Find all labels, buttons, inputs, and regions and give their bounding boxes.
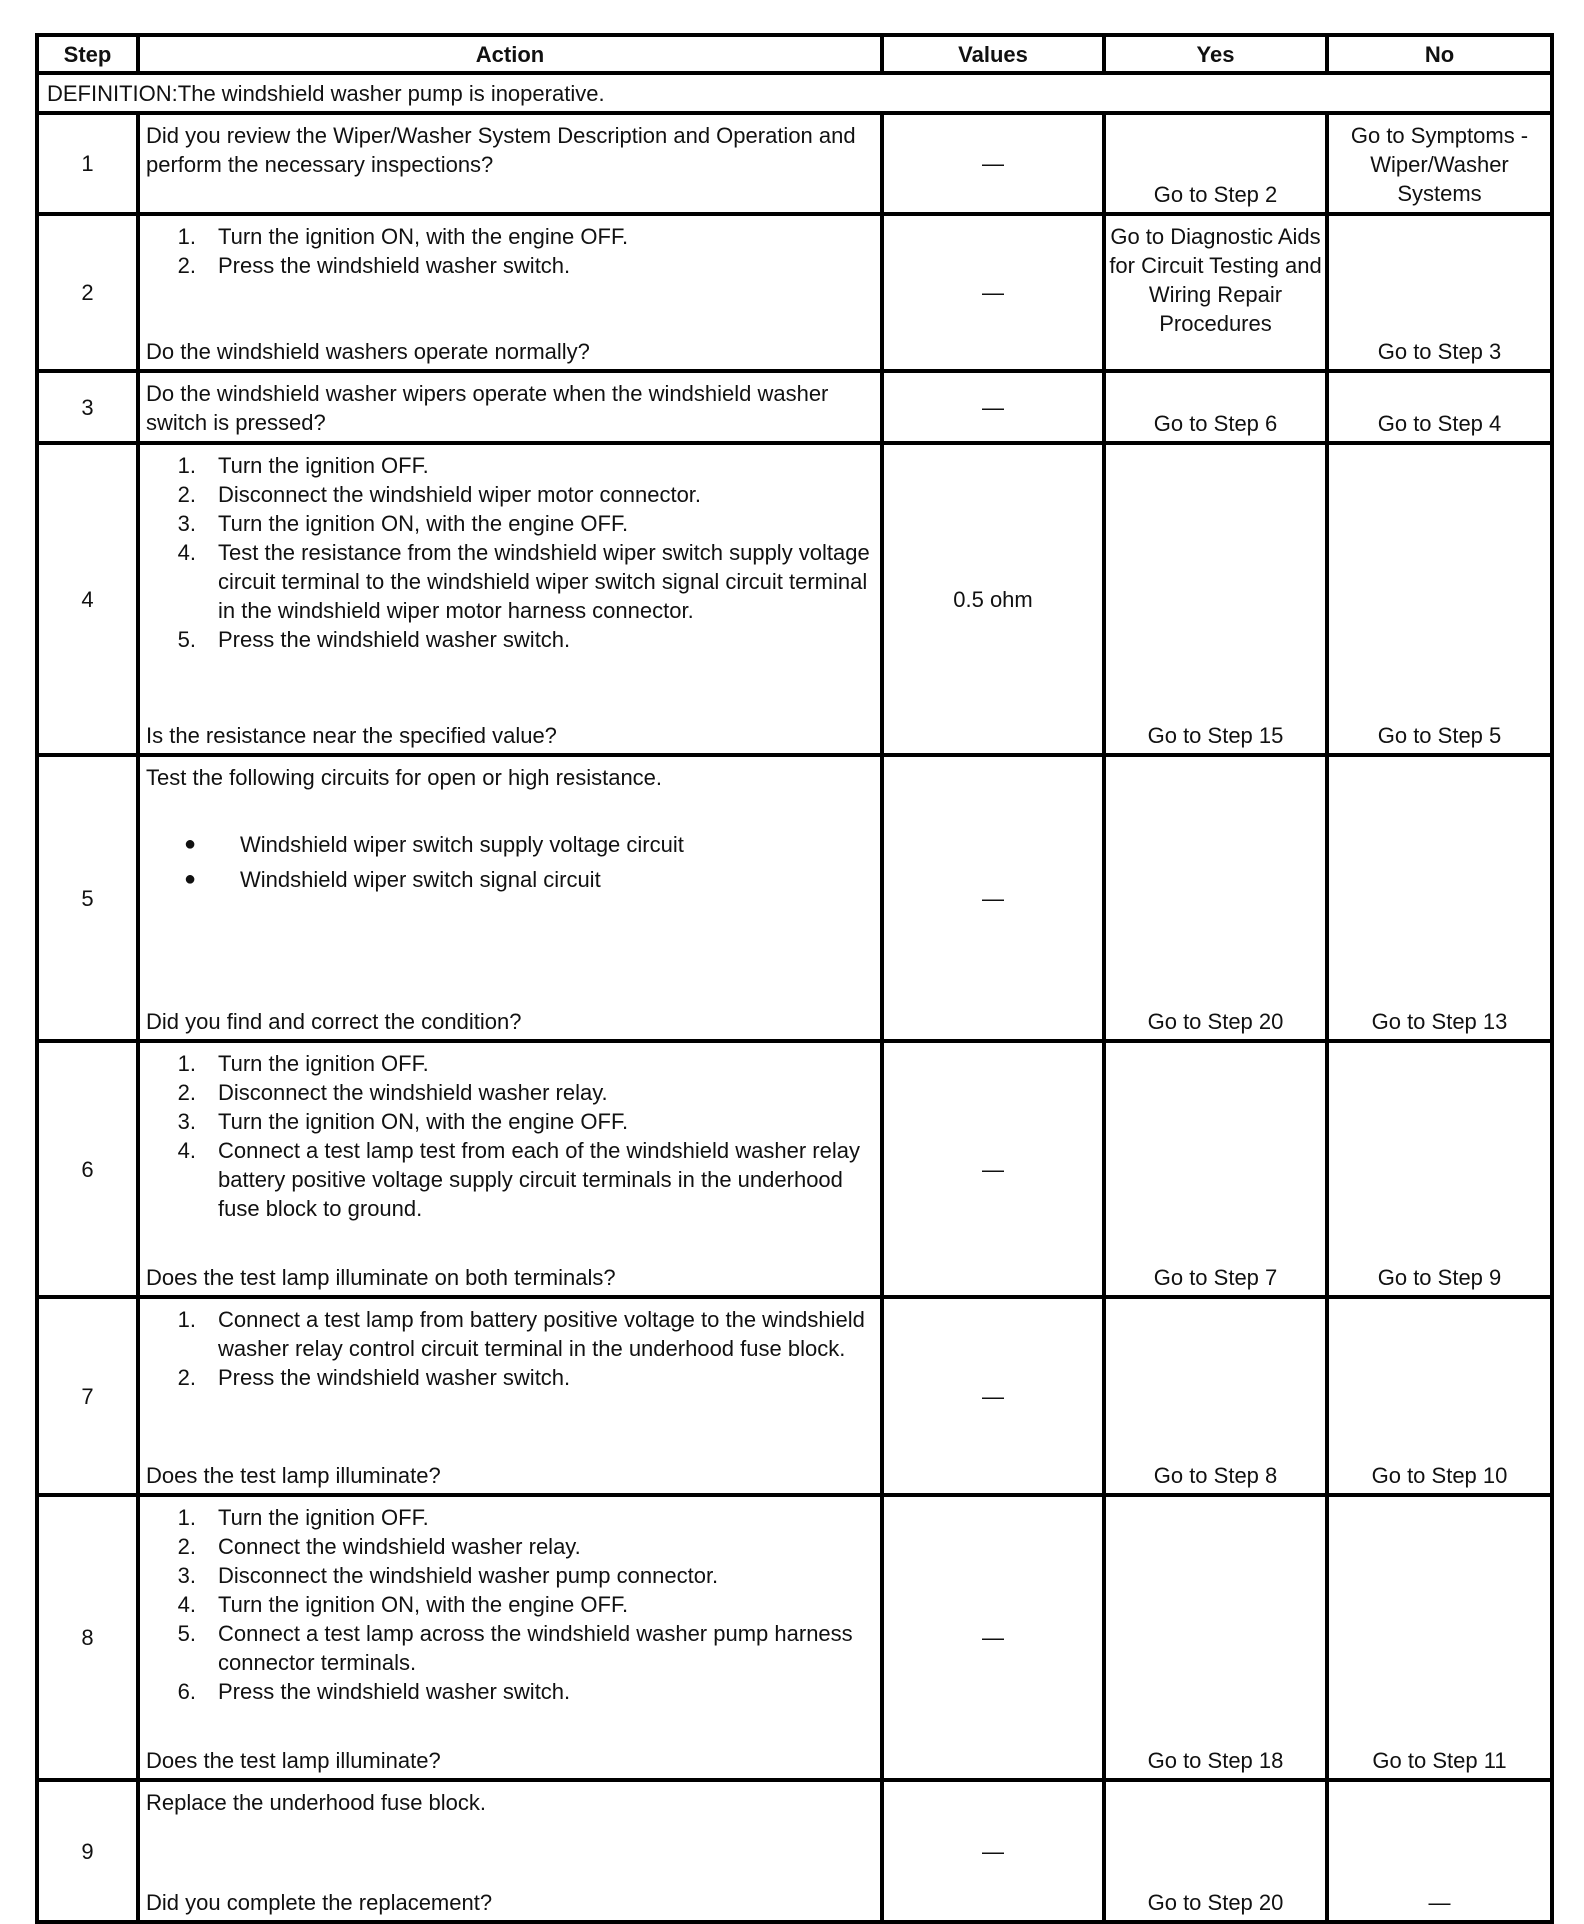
no-link[interactable]: Go to Step 4 xyxy=(1377,411,1502,436)
definition: DEFINITION:The windshield washer pump is inoperative. xyxy=(37,73,1552,113)
action-question: Does the test lamp illuminate on both terminals? xyxy=(146,1265,616,1290)
step-number: 9 xyxy=(37,1780,138,1922)
step-number: 7 xyxy=(37,1297,138,1495)
yes-link[interactable]: Go to Step 7 xyxy=(1153,1265,1278,1290)
step-number: 2 xyxy=(37,214,138,371)
action-steps xyxy=(140,216,880,280)
table-row xyxy=(37,1297,1552,1495)
step-number: 3 xyxy=(37,371,138,443)
yes-link[interactable]: Go to Step 18 xyxy=(1147,1748,1284,1773)
no-link[interactable]: Go to Symptoms - Wiper/Washer Systems xyxy=(1350,123,1529,206)
list-item: 4. Test the resistance from the windshield wiper switch supply voltage circuit terminal to the windshield wiper switch signal circuit terminal in the windshield wiper motor harness connector. xyxy=(177,540,870,623)
header-step: Step xyxy=(37,35,138,73)
table-row xyxy=(37,113,1552,214)
action-question: Did you find and correct the condition? xyxy=(146,1009,522,1034)
no-link[interactable]: Go to Step 11 xyxy=(1372,1748,1507,1773)
yes-cell xyxy=(1104,755,1327,1041)
list-item: 1. Turn the ignition ON, with the engine OFF. xyxy=(177,224,629,249)
list-item: 3. Disconnect the windshield washer pump connector. xyxy=(177,1563,719,1588)
action-question: Does the test lamp illuminate? xyxy=(146,1463,441,1488)
values-cell: — xyxy=(882,214,1104,371)
list-item: 3. Turn the ignition ON, with the engine OFF. xyxy=(177,511,629,536)
no-cell xyxy=(1327,1780,1552,1922)
no-link[interactable]: Go to Step 13 xyxy=(1371,1009,1508,1034)
step-number: 8 xyxy=(37,1495,138,1780)
yes-cell xyxy=(1104,443,1327,755)
values-cell: — xyxy=(882,1780,1104,1922)
table-row xyxy=(37,371,1552,443)
no-cell xyxy=(1327,443,1552,755)
yes-cell xyxy=(1104,1780,1327,1922)
list-item: 1. Turn the ignition OFF. xyxy=(177,1051,429,1076)
values-cell: — xyxy=(882,1041,1104,1297)
header-yes: Yes xyxy=(1104,35,1327,73)
no-link: — xyxy=(1428,1890,1451,1915)
action-steps xyxy=(140,1043,880,1223)
list-item: ● Windshield wiper switch signal circuit xyxy=(183,867,601,892)
list-item: 1. Turn the ignition OFF. xyxy=(177,453,429,478)
yes-cell xyxy=(1104,371,1327,443)
header-action: Action xyxy=(138,35,882,73)
no-link[interactable]: Go to Step 9 xyxy=(1377,1265,1502,1290)
no-cell xyxy=(1327,1495,1552,1780)
step-number: 1 xyxy=(37,113,138,214)
values-cell: — xyxy=(882,755,1104,1041)
list-item: 5. Press the windshield washer switch. xyxy=(177,627,571,652)
table-row xyxy=(37,443,1552,755)
list-item: 5. Connect a test lamp across the windshield washer pump harness connector terminals. xyxy=(177,1621,853,1675)
yes-cell xyxy=(1104,1297,1327,1495)
action-steps xyxy=(140,445,880,654)
action-cell xyxy=(138,371,882,443)
header-values: Values xyxy=(882,35,1104,73)
action-question: Did you complete the replacement? xyxy=(146,1890,493,1915)
action-steps xyxy=(140,1299,880,1392)
action-question: Do the windshield washers operate normally? xyxy=(146,339,590,364)
yes-link[interactable]: Go to Step 2 xyxy=(1153,182,1278,207)
action-cell xyxy=(138,113,882,214)
list-item: 1. Turn the ignition OFF. xyxy=(177,1505,429,1530)
action-cell xyxy=(138,755,882,1041)
list-item: 1. Connect a test lamp from battery positive voltage to the windshield washer relay control circuit terminal in the underhood fuse block. xyxy=(177,1307,865,1361)
step-number: 4 xyxy=(37,443,138,755)
action-text: Replace the underhood fuse block. xyxy=(146,1790,487,1815)
action-steps xyxy=(140,1497,880,1706)
action-cell xyxy=(138,214,882,371)
no-link[interactable]: Go to Step 10 xyxy=(1371,1463,1508,1488)
list-item: 2. Disconnect the windshield washer relay. xyxy=(177,1080,608,1105)
action-question: Does the test lamp illuminate? xyxy=(146,1748,441,1773)
step-number: 5 xyxy=(37,755,138,1041)
list-item: ● Windshield wiper switch supply voltage circuit xyxy=(183,832,684,857)
definition-row xyxy=(37,73,1552,113)
action-text: Test the following circuits for open or high resistance. xyxy=(146,765,663,790)
values-cell: — xyxy=(882,371,1104,443)
header-row xyxy=(37,35,1552,73)
step-number: 6 xyxy=(37,1041,138,1297)
no-cell xyxy=(1327,1041,1552,1297)
list-item: 4. Turn the ignition ON, with the engine OFF. xyxy=(177,1592,629,1617)
table-row xyxy=(37,1495,1552,1780)
action-text: Do the windshield washer wipers operate when the windshield washer switch is pressed? xyxy=(146,381,829,435)
action-cell xyxy=(138,1780,882,1922)
action-cell xyxy=(138,1041,882,1297)
no-cell xyxy=(1327,1297,1552,1495)
action-cell xyxy=(138,1495,882,1780)
action-question: Is the resistance near the specified value? xyxy=(146,723,557,748)
list-item: 6. Press the windshield washer switch. xyxy=(177,1679,571,1704)
header-no: No xyxy=(1327,35,1552,73)
table-row xyxy=(37,1780,1552,1922)
values-cell: 0.5 ohm xyxy=(882,443,1104,755)
no-cell xyxy=(1327,113,1552,214)
yes-link[interactable]: Go to Step 6 xyxy=(1153,411,1278,436)
no-link[interactable]: Go to Step 5 xyxy=(1377,723,1502,748)
yes-cell xyxy=(1104,1495,1327,1780)
no-cell xyxy=(1327,214,1552,371)
no-cell xyxy=(1327,755,1552,1041)
values-cell: — xyxy=(882,1297,1104,1495)
action-text: Did you review the Wiper/Washer System Description and Operation and perform the necessary inspections? xyxy=(146,123,856,177)
yes-link[interactable]: Go to Step 15 xyxy=(1147,723,1284,748)
no-cell xyxy=(1327,371,1552,443)
circuit-list xyxy=(140,830,880,894)
values-cell: — xyxy=(882,1495,1104,1780)
table-row xyxy=(37,214,1552,371)
list-item: 2. Disconnect the windshield wiper motor connector. xyxy=(177,482,702,507)
yes-cell xyxy=(1104,1041,1327,1297)
yes-link[interactable]: Go to Step 20 xyxy=(1147,1009,1284,1034)
yes-cell xyxy=(1104,214,1327,371)
values-cell: — xyxy=(882,113,1104,214)
yes-link[interactable]: Go to Diagnostic Aids for Circuit Testing and Wiring Repair Procedures xyxy=(1109,224,1322,336)
list-item: 3. Turn the ignition ON, with the engine OFF. xyxy=(177,1109,629,1134)
list-item: 2. Connect the windshield washer relay. xyxy=(177,1534,581,1559)
list-item: 2. Press the windshield washer switch. xyxy=(177,1365,571,1390)
table-row xyxy=(37,1041,1552,1297)
yes-cell xyxy=(1104,113,1327,214)
no-link[interactable]: Go to Step 3 xyxy=(1377,339,1502,364)
yes-link[interactable]: Go to Step 20 xyxy=(1147,1890,1284,1915)
list-item: 4. Connect a test lamp test from each of the windshield washer relay battery positive voltage supply circuit terminals in the underhood fuse block to ground. xyxy=(177,1138,860,1221)
list-item: 2. Press the windshield washer switch. xyxy=(177,253,571,278)
yes-link[interactable]: Go to Step 8 xyxy=(1153,1463,1278,1488)
action-cell xyxy=(138,443,882,755)
table-row xyxy=(37,755,1552,1041)
action-cell xyxy=(138,1297,882,1495)
diagnostic-table xyxy=(35,33,1554,1924)
